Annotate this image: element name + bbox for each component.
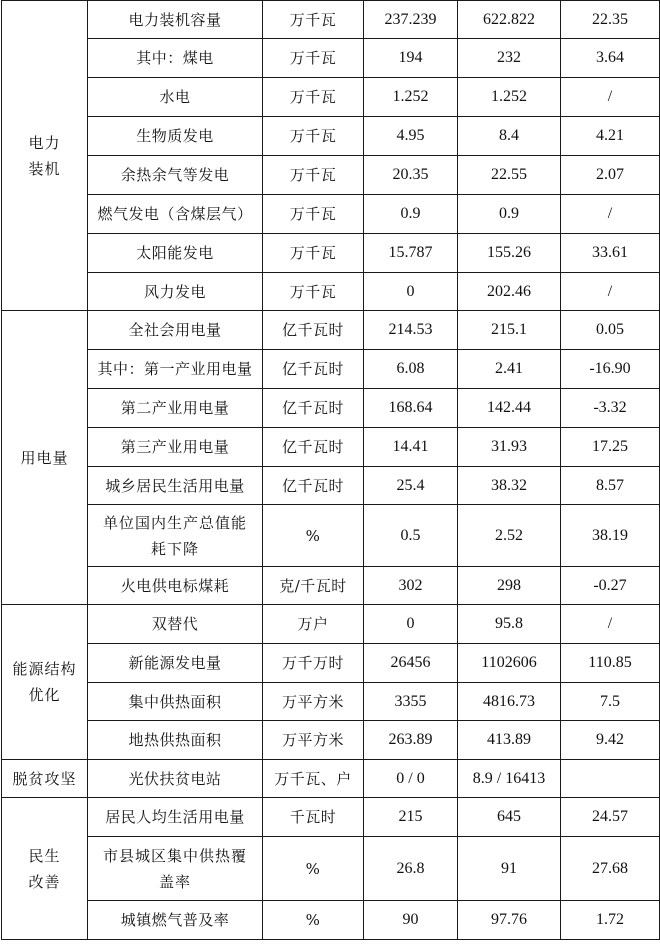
item-cell: 城乡居民生活用电量 [88,467,263,505]
value-cell-1: 214.53 [364,311,458,350]
unit-cell: 亿千瓦时 [263,467,364,505]
value-cell-1: 14.41 [364,428,458,467]
value-cell-3: / [561,195,660,234]
unit-cell: 万千瓦 [263,1,364,39]
value-cell-2: 38.32 [458,467,561,505]
category-cell: 电力 装机 [2,1,88,311]
value-cell-2: 1102606 [458,644,561,683]
unit-cell: 万千瓦 [263,234,364,273]
unit-cell: 千瓦时 [263,798,364,837]
value-cell-2: 8.9 / 16413 [458,760,561,798]
value-cell-3: 9.42 [561,721,660,760]
item-cell: 第二产业用电量 [88,389,263,428]
item-cell: 全社会用电量 [88,311,263,350]
value-cell-1: 263.89 [364,721,458,760]
value-cell-2: 97.76 [458,901,561,940]
value-cell-3: 33.61 [561,234,660,273]
unit-cell: % [263,505,364,567]
value-cell-1: 26.8 [364,837,458,901]
unit-cell: 万户 [263,605,364,644]
value-cell-3: 22.35 [561,1,660,39]
value-cell-1: 194 [364,39,458,78]
table-row [2,567,660,605]
value-cell-3: 17.25 [561,428,660,467]
value-cell-2: 142.44 [458,389,561,428]
value-cell-2: 31.93 [458,428,561,467]
unit-cell: 万千瓦 [263,117,364,156]
value-cell-2: 1.252 [458,78,561,117]
unit-cell: 万千瓦 [263,195,364,234]
value-cell-1: 25.4 [364,467,458,505]
table-row [2,467,660,505]
table-body [2,1,660,940]
value-cell-2: 95.8 [458,605,561,644]
unit-cell: 亿千瓦时 [263,350,364,389]
table-row [2,605,660,644]
value-cell-3: / [561,273,660,311]
unit-cell: 万千瓦 [263,273,364,311]
value-cell-1: 302 [364,567,458,605]
value-cell-3: 2.07 [561,156,660,195]
value-cell-2: 232 [458,39,561,78]
value-cell-2: 2.41 [458,350,561,389]
value-cell-2: 4816.73 [458,683,561,721]
value-cell-1: 4.95 [364,117,458,156]
table-row [2,78,660,117]
value-cell-3: -16.90 [561,350,660,389]
item-cell: 光伏扶贫电站 [88,760,263,798]
value-cell-2: 413.89 [458,721,561,760]
unit-cell: % [263,837,364,901]
value-cell-2: 0.9 [458,195,561,234]
item-cell: 火电供电标煤耗 [88,567,263,605]
unit-cell: 万千瓦 [263,78,364,117]
item-cell: 其中：第一产业用电量 [88,350,263,389]
value-cell-1: 0.5 [364,505,458,567]
table-row [2,683,660,721]
value-cell-2: 202.46 [458,273,561,311]
value-cell-2: 155.26 [458,234,561,273]
value-cell-1: 0 / 0 [364,760,458,798]
value-cell-3: / [561,78,660,117]
value-cell-1: 215 [364,798,458,837]
unit-cell: 万平方米 [263,683,364,721]
table-row [2,117,660,156]
value-cell-3: 27.68 [561,837,660,901]
table-row [2,156,660,195]
item-cell: 第三产业用电量 [88,428,263,467]
value-cell-2: 298 [458,567,561,605]
unit-cell: 万平方米 [263,721,364,760]
table-row [2,39,660,78]
unit-cell: % [263,901,364,940]
unit-cell: 万千瓦 [263,156,364,195]
table-row [2,1,660,39]
category-cell: 民生 改善 [2,798,88,940]
value-cell-2: 2.52 [458,505,561,567]
value-cell-1: 90 [364,901,458,940]
value-cell-1: 237.239 [364,1,458,39]
value-cell-2: 91 [458,837,561,901]
item-cell [88,505,263,567]
value-cell-3: -3.32 [561,389,660,428]
table-row [2,234,660,273]
table-row [2,721,660,760]
value-cell-1: 15.787 [364,234,458,273]
table-row [2,195,660,234]
value-cell-2: 8.4 [458,117,561,156]
item-cell: 生物质发电 [88,117,263,156]
unit-cell: 万千瓦、户 [263,760,364,798]
item-cell: 电力装机容量 [88,1,263,39]
value-cell-3: 110.85 [561,644,660,683]
value-cell-1: 26456 [364,644,458,683]
table-row [2,644,660,683]
table-row [2,350,660,389]
value-cell-3: 4.21 [561,117,660,156]
value-cell-3: / [561,605,660,644]
table-row [2,760,660,798]
item-cell: 新能源发电量 [88,644,263,683]
energy-statistics-table [1,0,660,940]
value-cell-3: -0.27 [561,567,660,605]
category-cell: 用电量 [2,311,88,605]
table-row [2,389,660,428]
value-cell-1: 20.35 [364,156,458,195]
table-row [2,505,660,567]
table-row [2,901,660,940]
item-cell: 水电 [88,78,263,117]
item-cell: 城镇燃气普及率 [88,901,263,940]
value-cell-3: 38.19 [561,505,660,567]
item-label: 市县城区集中供热覆盖率 [102,846,247,891]
category-cell: 能源结构 优化 [2,605,88,760]
value-cell-3: 1.72 [561,901,660,940]
item-cell: 余热余气等发电 [88,156,263,195]
value-cell-3 [561,760,660,798]
value-cell-3: 7.5 [561,683,660,721]
value-cell-2: 22.55 [458,156,561,195]
unit-cell: 万千瓦 [263,39,364,78]
value-cell-3: 0.05 [561,311,660,350]
item-cell: 双替代 [88,605,263,644]
value-cell-1: 3355 [364,683,458,721]
item-cell: 地热供热面积 [88,721,263,760]
value-cell-3: 3.64 [561,39,660,78]
item-cell: 风力发电 [88,273,263,311]
unit-cell: 亿千瓦时 [263,311,364,350]
value-cell-2: 215.1 [458,311,561,350]
item-cell: 居民人均生活用电量 [88,798,263,837]
item-cell [88,837,263,901]
value-cell-2: 645 [458,798,561,837]
item-cell: 集中供热面积 [88,683,263,721]
value-cell-3: 24.57 [561,798,660,837]
table-row [2,273,660,311]
unit-cell: 万千万时 [263,644,364,683]
unit-cell: 亿千瓦时 [263,428,364,467]
item-cell: 燃气发电（含煤层气） [88,195,263,234]
value-cell-1: 6.08 [364,350,458,389]
table-row [2,798,660,837]
table-row [2,428,660,467]
item-cell: 其中：煤电 [88,39,263,78]
category-cell: 脱贫攻坚 [2,760,88,798]
value-cell-1: 0 [364,605,458,644]
item-cell: 太阳能发电 [88,234,263,273]
unit-cell: 克/千瓦时 [263,567,364,605]
value-cell-3: 8.57 [561,467,660,505]
table-row [2,311,660,350]
value-cell-1: 1.252 [364,78,458,117]
item-label: 单位国内生产总值能耗下降 [102,513,247,558]
value-cell-1: 0.9 [364,195,458,234]
value-cell-1: 168.64 [364,389,458,428]
value-cell-2: 622.822 [458,1,561,39]
table-row [2,837,660,901]
value-cell-1: 0 [364,273,458,311]
unit-cell: 亿千瓦时 [263,389,364,428]
